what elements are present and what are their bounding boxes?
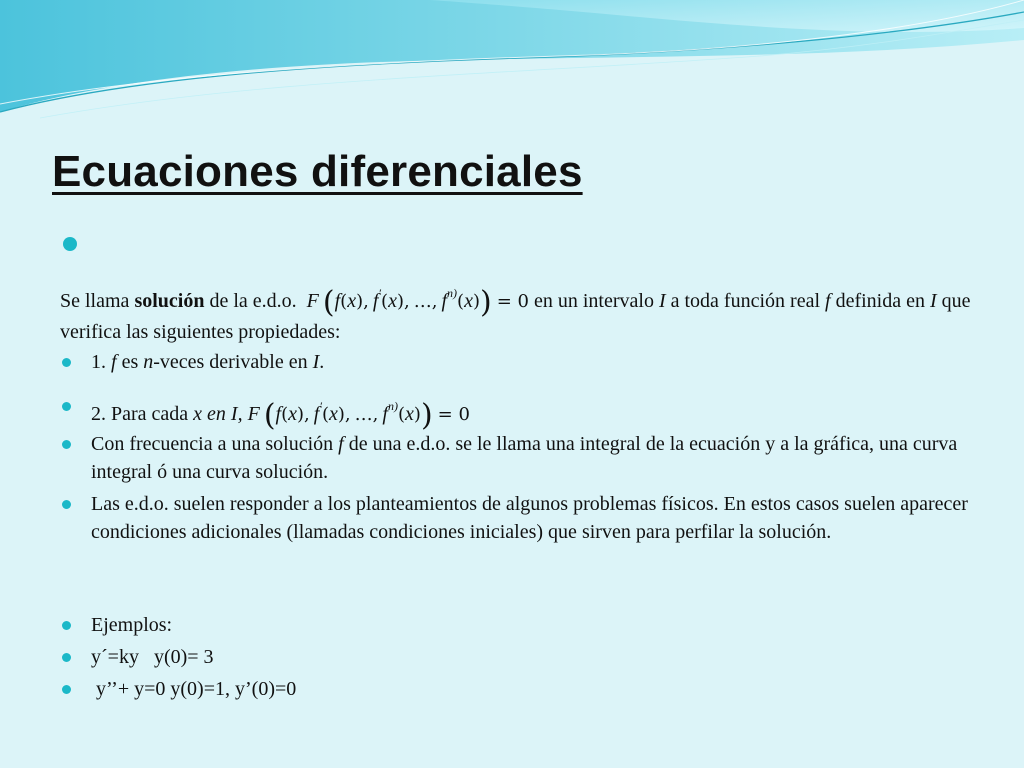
examples-list xyxy=(60,611,980,703)
bullet-icon xyxy=(62,440,71,449)
text: f xyxy=(825,290,831,312)
header-wave-decoration xyxy=(0,0,1024,130)
text: definida en xyxy=(830,290,930,312)
text: Se llama xyxy=(60,290,135,312)
equation: F (f(x), f′(x), …, $f^{n)}(x)) = 0$ xyxy=(306,285,529,320)
text: de la e.d.o. xyxy=(204,290,297,312)
list-item: Con frecuencia a una solución f de una e.d.o. se le llama una integral de la ecuación y a la gráfica, una curva integral ó una curva solución. xyxy=(60,430,980,486)
text: I xyxy=(929,290,937,312)
text: que verifica las siguientes propiedades: xyxy=(60,290,971,343)
properties-list-2 xyxy=(60,392,980,433)
bullet-icon xyxy=(62,500,71,509)
bullet-icon xyxy=(62,653,71,662)
bullet-icon xyxy=(62,402,71,411)
slide-title: Ecuaciones diferenciales xyxy=(52,147,583,196)
list-item: Ejemplos: xyxy=(60,611,980,639)
properties-list xyxy=(60,348,980,376)
bullet-icon xyxy=(62,358,71,367)
text: I xyxy=(658,290,666,312)
definition-text xyxy=(60,278,980,347)
list-item: y´=ky y(0)= 3 xyxy=(60,643,980,671)
text: a toda función real xyxy=(665,290,825,312)
list-item: Las e.d.o. suelen responder a los planteamientos de algunos problemas físicos. En estos casos suelen aparecer condiciones adicionales (llamadas condiciones iniciales) que sirven para perfilar la solución. xyxy=(60,490,980,546)
list-item: 1. f es n-veces derivable en I. xyxy=(60,348,980,376)
list-item: y’’+ y=0 y(0)=1, y’(0)=0 xyxy=(60,675,980,703)
text: en un intervalo xyxy=(528,290,659,312)
empty-bullet xyxy=(63,237,77,251)
list-item: 2. Para cada x en I, F (f(x), f′(x), …, $f^{n)}(x)) = 0$ xyxy=(60,392,980,429)
bold-term: solución xyxy=(134,290,205,312)
bullet-icon xyxy=(62,685,71,694)
bullet-icon xyxy=(62,621,71,630)
equation: F (f(x), f′(x), …, $f^{n)}(x)) = 0$ xyxy=(247,398,470,433)
remarks-list xyxy=(60,430,980,546)
